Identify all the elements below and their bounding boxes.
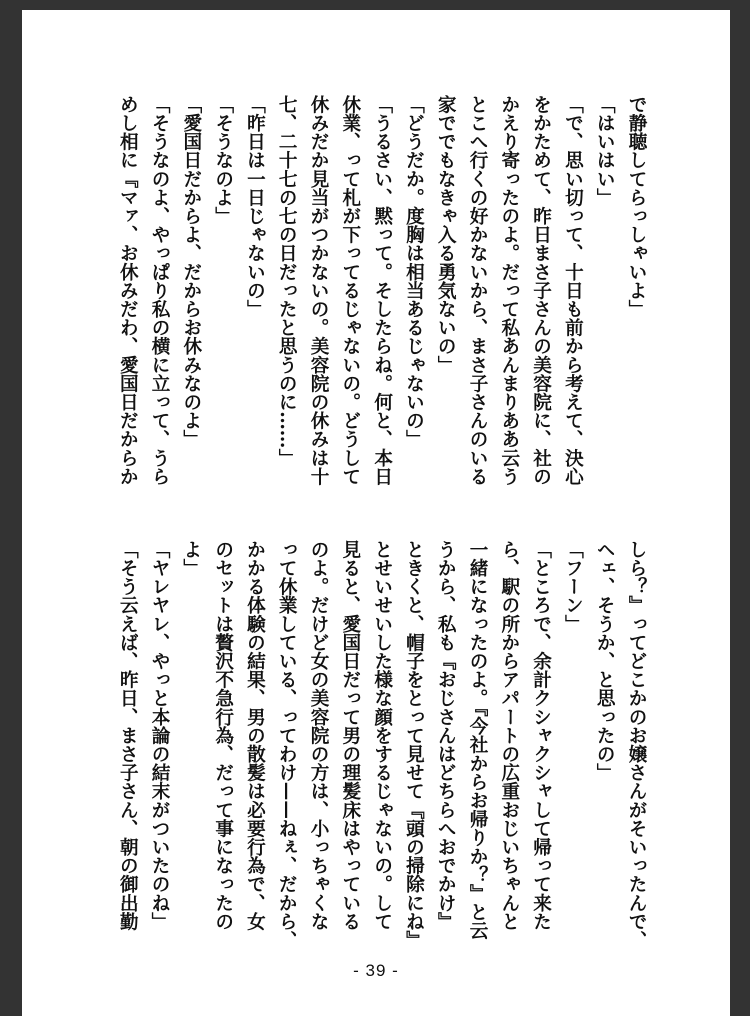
text-block-top	[111, 95, 652, 515]
text-column: 「ところで、余計クシャクシャして帰って来た	[530, 540, 552, 931]
text-column: 「で、思い切って、十日も前から考えて、決心	[562, 95, 584, 486]
text-column: かかる体験の結果、男の散髪は必要行為で、女	[244, 540, 266, 931]
text-column: 一緒になったのよ。『今社からお帰りか？』と云	[467, 540, 489, 940]
text-column: 家ででもなきゃ入る勇気ないの」	[435, 95, 457, 374]
text-column: 「うるさい、黙って。そしたらね。何と、本日	[371, 95, 393, 486]
text-column: 「愛国日だからよ、だからお休みなのよ」	[180, 95, 202, 449]
text-column: 休みだか見当がつかないの。美容院の休みは十	[308, 95, 330, 486]
text-column: って休業している、ってわけ——ねぇ、だから、	[276, 540, 298, 950]
text-column: 見ると、愛国日だって男の理髪床はやっている	[339, 540, 361, 931]
text-block-bottom	[111, 540, 652, 960]
text-column: ヘェ、そうか、と思ったの」	[594, 540, 616, 782]
text-column: かえり寄ったのよ。だって私あんまりああ云う	[498, 95, 520, 486]
text-column: のセットは贅沢不急行為、だって事になったの	[212, 540, 234, 931]
page-number: - 39 -	[353, 961, 399, 980]
text-column: のよ。だけど女の美容院の方は、小っちゃくな	[308, 540, 330, 931]
text-column: めし相に『マァ、お休みだわ、愛国日だからか	[117, 95, 139, 486]
text-column: 「昨日は一日じゃないの」	[244, 95, 266, 319]
text-column: 「そう云えば、昨日、まさ子さん、朝の御出勤	[117, 540, 139, 931]
text-column: しら？』ってどこかのお嬢さんがそいったんで、	[626, 540, 647, 950]
text-column: 「そうなのよ、やっぱり私の横に立って、うら	[149, 95, 171, 486]
text-column: で静聴してらっしゃいよ」	[626, 95, 647, 319]
text-column: 「はいはい」	[594, 95, 616, 207]
text-column: とこへ行くの好かないから、まさ子さんのいる	[467, 95, 489, 486]
text-column: 「ヤレヤレ、やっと本論の結末がついたのね」	[149, 540, 171, 931]
text-column: 「フーン」	[562, 540, 584, 633]
text-column: うから、私も『おじさんはどちらへおでかけ』	[435, 540, 457, 931]
text-column: 休業、って札が下ってるじゃないの。どうして	[339, 95, 361, 486]
text-column: 「そうなのよ」	[212, 95, 234, 226]
text-column: とせいせいした様な顔をするじゃないの。して	[371, 540, 393, 931]
text-column: をかためて、昨日まさ子さんの美容院に、社の	[530, 95, 552, 486]
text-column: よ」	[180, 540, 202, 578]
text-column: ときくと、帽子をとって見せて『頭の掃除にね』	[403, 540, 425, 950]
text-column: ら、駅の所からアパートの広重おじいちゃんと	[498, 540, 520, 931]
text-column: 七、二十七の七の日だったと思うのに……」	[276, 95, 298, 467]
text-column: 「どうだか。度胸は相当あるじゃないの」	[403, 95, 425, 449]
